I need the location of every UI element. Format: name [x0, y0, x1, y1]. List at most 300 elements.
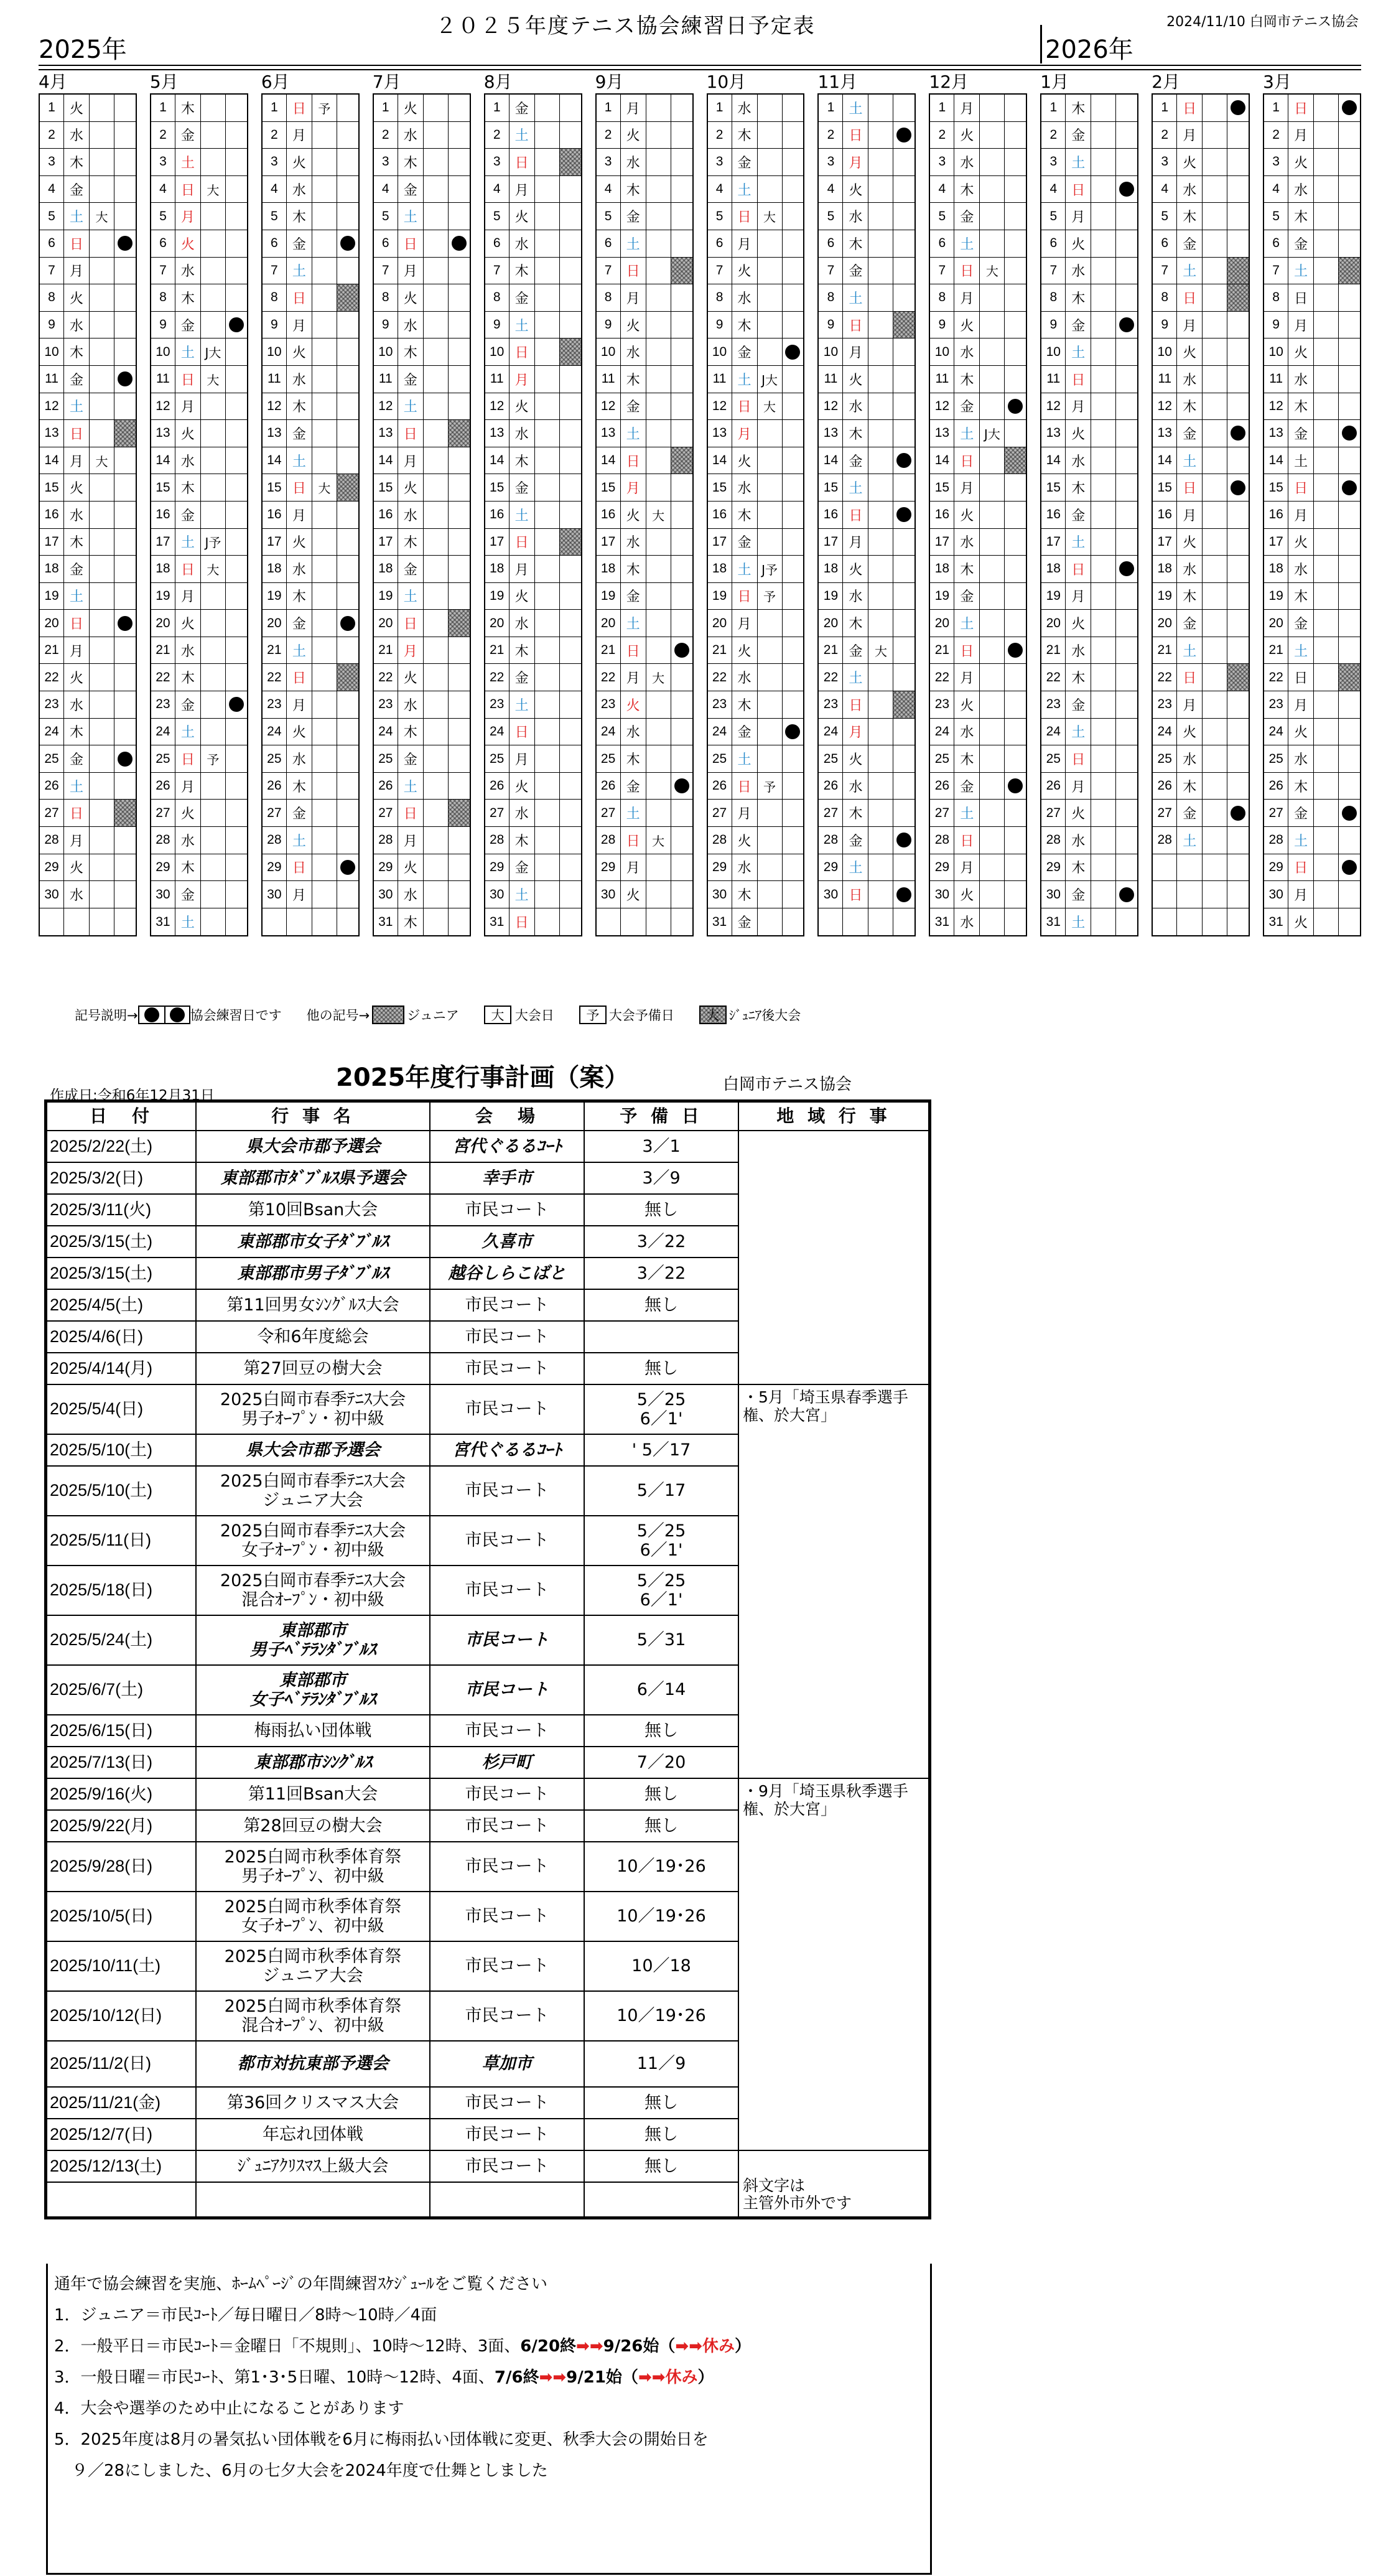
weekday: 木	[954, 556, 980, 582]
event-mark	[1314, 149, 1339, 175]
event-mark	[90, 745, 114, 772]
month-label: 2月	[1152, 72, 1181, 92]
day-row	[1264, 338, 1360, 366]
cell-reserve: 5／25 6／1'	[584, 1384, 738, 1434]
day-row	[708, 691, 804, 719]
day-row	[1153, 637, 1249, 665]
event-mark	[424, 773, 449, 800]
practice-mark	[560, 854, 581, 881]
day-number: 2	[819, 122, 843, 149]
day-row	[151, 203, 247, 230]
day-row	[263, 637, 358, 665]
practice-mark	[1227, 447, 1249, 474]
practice-mark	[560, 502, 581, 528]
practice-mark	[783, 827, 804, 854]
day-number: 13	[597, 420, 621, 447]
day-row	[374, 691, 470, 719]
day-number: 23	[263, 691, 287, 718]
note-intro: 通年で協会練習を実施、ﾎｰﾑﾍﾟｰｼﾞの年間練習ｽｹｼﾞｭｰﾙをご覧ください	[54, 2275, 548, 2294]
practice-mark	[337, 637, 358, 664]
practice-mark	[1227, 474, 1249, 501]
day-row	[151, 854, 247, 882]
day-row	[819, 284, 914, 312]
day-number: 1	[1153, 95, 1177, 121]
practice-mark	[560, 258, 581, 284]
day-number: 11	[40, 366, 64, 393]
day-row	[1264, 447, 1360, 475]
weekday: 火	[1288, 149, 1314, 175]
weekday: 水	[64, 691, 90, 718]
day-row	[485, 502, 581, 529]
day-number: 16	[930, 502, 954, 528]
event-mark	[90, 664, 114, 691]
dot-icon	[674, 778, 689, 793]
event-mark	[312, 420, 337, 447]
day-row	[374, 203, 470, 230]
practice-mark	[1005, 827, 1026, 854]
legend-reserve-text: 大会予備日	[608, 1008, 674, 1023]
practice-mark	[226, 881, 247, 908]
day-row	[1264, 95, 1360, 122]
day-number	[819, 908, 843, 936]
day-row	[151, 664, 247, 691]
event-mark	[535, 637, 560, 664]
day-row	[1264, 230, 1360, 258]
weekday: 水	[1066, 827, 1091, 854]
practice-mark	[671, 773, 692, 800]
event-mark	[201, 773, 226, 800]
practice-mark	[893, 800, 914, 826]
day-number: 21	[1264, 637, 1288, 664]
cell-reserve: 3／1	[584, 1131, 738, 1162]
day-number: 14	[1041, 447, 1066, 474]
practice-mark	[1005, 312, 1026, 338]
day-row	[1153, 203, 1249, 230]
weekday: 金	[621, 393, 646, 420]
month-grid	[1263, 93, 1361, 936]
weekday: 火	[398, 664, 424, 691]
event-mark	[1314, 664, 1339, 691]
dot-icon	[896, 507, 911, 522]
event-mark	[201, 149, 226, 175]
month-column	[261, 71, 360, 991]
day-row	[930, 203, 1026, 230]
junior-hatch-icon	[1339, 258, 1360, 284]
dot-icon	[118, 752, 133, 767]
junior-hatch-icon	[114, 800, 136, 826]
event-mark	[424, 719, 449, 745]
day-row	[1041, 827, 1137, 854]
event-mark	[90, 556, 114, 582]
weekday: 火	[175, 610, 201, 637]
event-mark	[758, 664, 783, 691]
year-divider	[1040, 25, 1042, 63]
practice-mark	[337, 719, 358, 745]
practice-mark	[226, 474, 247, 501]
practice-mark	[337, 529, 358, 556]
day-row	[485, 312, 581, 339]
legend-tournament-mark: 大	[484, 1006, 511, 1024]
practice-mark	[1005, 745, 1026, 772]
weekday: 土	[843, 664, 868, 691]
day-number: 22	[151, 664, 175, 691]
event-mark	[535, 529, 560, 556]
event-mark	[201, 420, 226, 447]
day-row	[930, 149, 1026, 176]
practice-mark	[114, 203, 136, 230]
practice-mark	[337, 827, 358, 854]
day-row	[40, 474, 136, 502]
day-number: 20	[263, 610, 287, 637]
event-mark	[1314, 312, 1339, 338]
event-mark	[201, 664, 226, 691]
weekday: 月	[1066, 393, 1091, 420]
day-number: 20	[708, 610, 732, 637]
practice-mark	[337, 447, 358, 474]
weekday: 土	[621, 230, 646, 257]
cell-event: 令和6年度総会	[196, 1321, 430, 1353]
event-mark	[424, 203, 449, 230]
day-number: 15	[708, 474, 732, 501]
weekday: 水	[843, 393, 868, 420]
day-row	[930, 95, 1026, 122]
day-number: 25	[485, 745, 510, 772]
event-mark	[424, 745, 449, 772]
day-number	[597, 908, 621, 936]
day-row	[263, 691, 358, 719]
day-number: 21	[597, 637, 621, 664]
day-row	[930, 393, 1026, 421]
weekday: 月	[1177, 691, 1203, 718]
weekday: 月	[732, 230, 758, 257]
day-number: 2	[930, 122, 954, 149]
day-number: 30	[263, 881, 287, 908]
practice-mark	[1339, 800, 1360, 826]
day-row	[819, 203, 914, 230]
event-mark	[424, 338, 449, 365]
event-mark	[535, 366, 560, 393]
event-mark	[868, 691, 893, 718]
day-number: 8	[1041, 284, 1066, 311]
day-row	[930, 122, 1026, 149]
day-number: 9	[597, 312, 621, 338]
event-mark	[1314, 827, 1339, 854]
weekday: 金	[843, 637, 868, 664]
practice-mark	[226, 312, 247, 338]
legend-jr-after-mark: 大	[699, 1006, 727, 1024]
weekday: 金	[1288, 420, 1314, 447]
month-grid	[261, 93, 360, 936]
weekday: 木	[1288, 583, 1314, 610]
practice-mark	[1116, 312, 1137, 338]
weekday: 水	[398, 502, 424, 528]
day-number: 2	[597, 122, 621, 149]
dot-icon	[1119, 887, 1134, 902]
practice-mark	[1116, 420, 1137, 447]
day-row	[597, 745, 692, 773]
weekday: 月	[510, 176, 535, 203]
practice-mark	[1339, 284, 1360, 311]
event-mark	[201, 502, 226, 528]
practice-mark	[893, 854, 914, 881]
event-mark	[1091, 719, 1116, 745]
weekday: 火	[621, 312, 646, 338]
weekday: 木	[732, 312, 758, 338]
day-number: 1	[819, 95, 843, 121]
day-number: 29	[597, 854, 621, 881]
practice-mark	[893, 827, 914, 854]
day-number: 24	[1153, 719, 1177, 745]
weekday: 火	[398, 474, 424, 501]
practice-mark	[1116, 122, 1137, 149]
event-mark	[868, 664, 893, 691]
practice-mark	[226, 393, 247, 420]
practice-mark	[1005, 637, 1026, 664]
day-number: 8	[151, 284, 175, 311]
day-row	[151, 95, 247, 122]
practice-mark	[893, 881, 914, 908]
practice-mark	[560, 610, 581, 637]
day-row	[708, 393, 804, 421]
weekday: 日	[398, 800, 424, 826]
weekday: 金	[732, 529, 758, 556]
day-number: 4	[819, 176, 843, 203]
day-number: 29	[374, 854, 398, 881]
weekday: 日	[1288, 95, 1314, 121]
day-number: 23	[374, 691, 398, 718]
weekday: 火	[398, 95, 424, 121]
cell-region-note: ・9月「埼玉県秋季選手権、於大宮」	[738, 1778, 929, 2150]
event-mark	[758, 691, 783, 718]
month-grid	[1040, 93, 1138, 936]
cell-date: 2025/3/15(土)	[47, 1226, 196, 1258]
practice-mark	[449, 745, 470, 772]
month-column	[39, 71, 137, 991]
event-mark	[1314, 854, 1339, 881]
practice-mark	[337, 122, 358, 149]
day-number: 14	[151, 447, 175, 474]
note-1: 1．ジュニア＝市民ｺｰﾄ／毎日曜日／8時～10時／4面	[54, 2306, 437, 2325]
practice-mark	[449, 908, 470, 936]
practice-mark	[114, 149, 136, 175]
practice-mark	[114, 176, 136, 203]
weekday: 木	[175, 854, 201, 881]
cell-event: 東部郡市男子ﾀﾞﾌﾞﾙｽ	[196, 1258, 430, 1289]
event-mark	[758, 908, 783, 936]
event-mark	[535, 556, 560, 582]
weekday: 日	[398, 610, 424, 637]
day-number: 23	[1264, 691, 1288, 718]
junior-hatch-icon	[1339, 664, 1360, 691]
year-label-2025: 2025年	[39, 35, 127, 64]
event-mark	[1314, 122, 1339, 149]
day-number: 4	[708, 176, 732, 203]
practice-mark	[671, 312, 692, 338]
cell-venue: 市民コート	[430, 1715, 584, 1747]
event-mark	[980, 447, 1005, 474]
cell-date: 2025/5/10(土)	[47, 1434, 196, 1466]
day-number: 6	[1264, 230, 1288, 257]
event-mark	[1091, 447, 1116, 474]
weekday: 日	[843, 881, 868, 908]
day-number: 21	[485, 637, 510, 664]
day-row	[930, 719, 1026, 746]
day-row	[1264, 122, 1360, 149]
day-row	[708, 719, 804, 746]
weekday: 木	[621, 176, 646, 203]
day-row	[1153, 122, 1249, 149]
day-row	[40, 664, 136, 691]
junior-hatch-icon	[671, 258, 692, 284]
day-row	[1153, 610, 1249, 637]
day-number: 1	[597, 95, 621, 121]
practice-mark	[783, 312, 804, 338]
day-number: 12	[1153, 393, 1177, 420]
note-5a: 5．2025年度は8月の暑気払い団体戦を6月に梅雨払い団体戦に変更、秋季大会の開始日を	[54, 2430, 709, 2449]
day-number: 30	[1264, 881, 1288, 908]
day-row	[374, 908, 470, 936]
cell-venue: 市民コート	[430, 1892, 584, 1941]
day-row	[930, 827, 1026, 854]
weekday: 木	[1177, 583, 1203, 610]
weekday: 日	[954, 827, 980, 854]
event-mark	[980, 908, 1005, 936]
day-number: 30	[485, 881, 510, 908]
practice-mark	[893, 258, 914, 284]
day-row	[40, 773, 136, 800]
event-mark: 予	[201, 745, 226, 772]
day-row	[819, 312, 914, 339]
practice-mark	[337, 258, 358, 284]
day-row	[819, 149, 914, 176]
event-mark	[312, 393, 337, 420]
day-number: 21	[1153, 637, 1177, 664]
junior-hatch-icon	[560, 149, 581, 175]
day-row	[485, 691, 581, 719]
day-number: 13	[40, 420, 64, 447]
practice-mark	[1116, 773, 1137, 800]
day-number: 5	[374, 203, 398, 230]
weekday: 日	[510, 338, 535, 365]
day-row	[930, 447, 1026, 475]
day-row	[1041, 447, 1137, 475]
practice-mark	[449, 691, 470, 718]
practice-mark	[1227, 312, 1249, 338]
event-mark	[758, 420, 783, 447]
cell-date: 2025/10/12(日)	[47, 1991, 196, 2041]
day-row	[263, 854, 358, 882]
day-number: 28	[708, 827, 732, 854]
day-row	[374, 366, 470, 393]
weekday: 土	[843, 854, 868, 881]
day-number: 21	[374, 637, 398, 664]
day-number: 4	[151, 176, 175, 203]
day-row	[708, 881, 804, 908]
practice-mark	[114, 773, 136, 800]
practice-mark	[893, 745, 914, 772]
day-number: 5	[40, 203, 64, 230]
practice-mark	[893, 393, 914, 420]
day-row	[1264, 312, 1360, 339]
event-mark	[1091, 176, 1116, 203]
weekday: 月	[1066, 203, 1091, 230]
practice-mark	[449, 773, 470, 800]
day-row	[930, 502, 1026, 529]
practice-mark	[893, 230, 914, 257]
month-column	[929, 71, 1027, 991]
event-mark	[90, 176, 114, 203]
practice-mark	[1227, 854, 1249, 881]
practice-mark	[226, 827, 247, 854]
practice-mark	[893, 95, 914, 121]
weekday: 月	[1066, 773, 1091, 800]
event-mark	[1203, 610, 1227, 637]
cell-venue: 市民コート	[430, 1194, 584, 1226]
col-header-event: 行 事 名	[196, 1102, 430, 1131]
arrow-right-icon: ➡➡	[638, 2368, 666, 2387]
practice-mark	[337, 203, 358, 230]
day-number: 7	[708, 258, 732, 284]
practice-mark	[337, 800, 358, 826]
practice-mark	[783, 258, 804, 284]
day-row	[597, 203, 692, 230]
weekday: 水	[732, 284, 758, 311]
day-row	[1264, 420, 1360, 447]
day-row	[819, 258, 914, 285]
weekday: 土	[954, 420, 980, 447]
practice-mark	[1005, 258, 1026, 284]
event-mark: 大	[868, 637, 893, 664]
day-row	[485, 338, 581, 366]
note-3: 3．一般日曜＝市民ｺｰﾄ、第1･3･5日曜、10時～12時、4面、7/6終➡➡9/21始（➡➡休み）	[54, 2368, 714, 2387]
day-row	[151, 258, 247, 285]
practice-mark	[783, 284, 804, 311]
weekday: 日	[510, 149, 535, 175]
event-mark	[980, 610, 1005, 637]
practice-mark	[1116, 637, 1137, 664]
day-row	[40, 719, 136, 746]
weekday: 土	[954, 230, 980, 257]
practice-mark	[1227, 583, 1249, 610]
practice-mark	[560, 556, 581, 582]
day-number: 13	[485, 420, 510, 447]
day-row	[1264, 745, 1360, 773]
cell-date	[47, 2182, 196, 2217]
practice-mark	[671, 610, 692, 637]
practice-mark	[337, 773, 358, 800]
event-mark	[758, 745, 783, 772]
day-row	[40, 149, 136, 176]
day-number: 13	[1153, 420, 1177, 447]
cell-date: 2025/9/16(火)	[47, 1778, 196, 1810]
day-number: 12	[1264, 393, 1288, 420]
weekday: 金	[64, 176, 90, 203]
day-row	[1041, 203, 1137, 230]
cell-venue: 越谷しらこばと	[430, 1258, 584, 1289]
event-mark	[1091, 908, 1116, 936]
day-number: 7	[930, 258, 954, 284]
weekday: 金	[64, 366, 90, 393]
day-number: 28	[485, 827, 510, 854]
weekday: 金	[732, 908, 758, 936]
day-row	[1041, 800, 1137, 827]
day-number: 3	[40, 149, 64, 175]
cell-reserve: 3／22	[584, 1258, 738, 1289]
dot-icon	[896, 128, 911, 142]
weekday: 土	[732, 745, 758, 772]
event-mark	[1091, 474, 1116, 501]
day-number: 2	[1153, 122, 1177, 149]
